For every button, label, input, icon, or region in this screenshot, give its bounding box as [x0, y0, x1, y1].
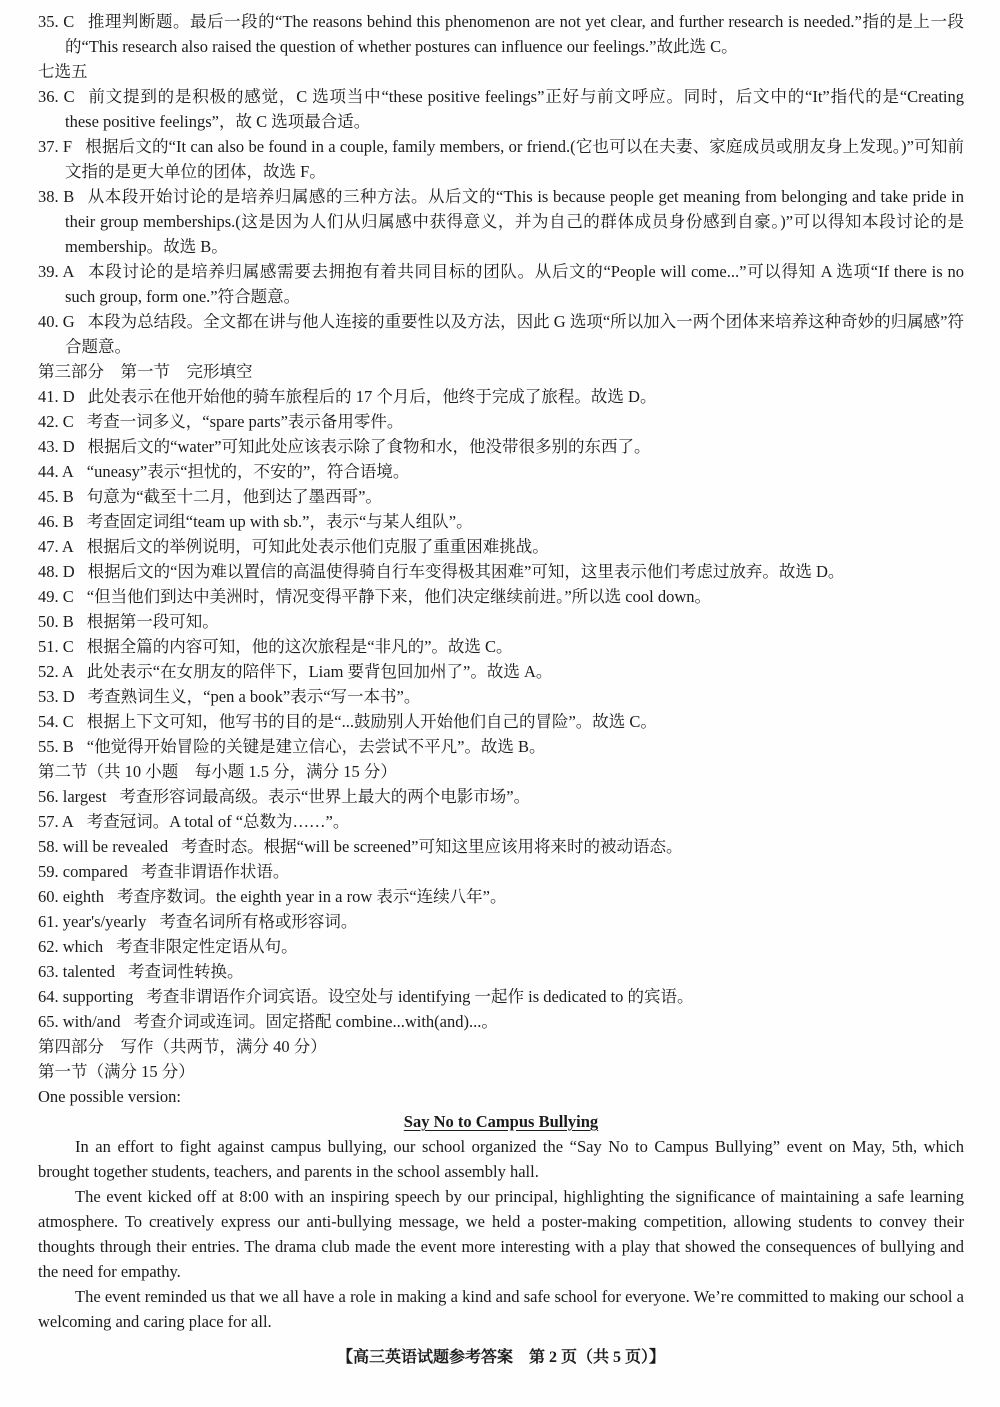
answer-number: 50. B [38, 612, 74, 631]
answer-text: 考查时态。根据“will be screened”可知这里应该用将来时的被动语态。 [181, 837, 683, 856]
answer-number: 56. largest [38, 787, 107, 806]
answer-number: 54. C [38, 712, 74, 731]
answer-text: “他觉得开始冒险的关键是建立信心，去尝试不平凡”。故选 B。 [86, 737, 546, 756]
answer-item-35 [38, 9, 964, 59]
answer-text: 根据后文的“water”可知此处应该表示除了食物和水，他没带很多别的东西了。 [87, 437, 651, 456]
answer-text: 此处表示在他开始他的骑车旅程后的 17 个月后，他终于完成了旅程。故选 D。 [87, 387, 657, 406]
answer-text: 根据上下文可知，他写书的目的是“...鼓励别人开始他们自己的冒险”。故选 C。 [86, 712, 657, 731]
answer-number: 63. talented [38, 962, 115, 981]
answer-item-41 [38, 384, 964, 409]
answer-number: 59. compared [38, 862, 128, 881]
answer-item-61 [38, 909, 964, 934]
answer-text: 考查名词所有格或形容词。 [159, 912, 358, 931]
answer-item-57 [38, 809, 964, 834]
essay-paragraph-2: The event kicked off at 8:00 with an inspiring speech by our principal, highlighting the significance of maintaining a safe learning atmosphere. To creatively express our anti-bullying message, we held a poster-making competition, allowing students to convey their thoughts through their entries. The drama club made the event more interesting with a play that showed the consequences of bullying and the need for empathy. [38, 1187, 964, 1281]
one-possible-version-label: One possible version: [38, 1087, 181, 1106]
answer-number: 64. supporting [38, 987, 134, 1006]
answer-item-56 [38, 784, 964, 809]
answer-number: 36. C [38, 87, 75, 106]
answer-text: 根据后文的“因为难以置信的高温使得骑自行车变得极其困难”可知，这里表示他们考虑过放弃。故选 D。 [87, 562, 845, 581]
answer-text: 考查序数词。the eighth year in a row 表示“连续八年”。 [117, 887, 507, 906]
answer-item-45 [38, 484, 964, 509]
answer-item-62 [38, 934, 964, 959]
answer-item-38 [38, 184, 964, 259]
answer-number: 53. D [38, 687, 75, 706]
page-footer: 【高三英语试题参考答案 第 2 页（共 5 页）】 [336, 1349, 665, 1366]
answer-item-55 [38, 734, 964, 759]
answer-text: 考查熟词生义，“pen a book”表示“写一本书”。 [87, 687, 421, 706]
answer-item-39 [38, 259, 964, 309]
answer-item-47 [38, 534, 964, 559]
essay-title-text: Say No to Campus Bullying [403, 1112, 599, 1131]
answer-text: 考查介词或连词。固定搭配 combine...with(and)...。 [133, 1012, 498, 1031]
answer-text: 考查形容词最高级。表示“世界上最大的两个电影市场”。 [119, 787, 531, 806]
answer-item-63 [38, 959, 964, 984]
answer-number: 49. C [38, 587, 74, 606]
answer-text: 本段为总结段。全文都在讲与他人连接的重要性以及方法，因此 G 选项“所以加入一两个团体来培养这种奇妙的归属感”符合题意。 [65, 312, 964, 356]
answer-number: 60. eighth [38, 887, 104, 906]
answer-number: 40. G [38, 312, 75, 331]
answer-text: 考查一词多义，“spare parts”表示备用零件。 [86, 412, 404, 431]
answer-text: 句意为“截至十二月，他到达了墨西哥”。 [86, 487, 382, 506]
answer-item-65 [38, 1009, 964, 1034]
answer-number: 39. A [38, 262, 75, 281]
answer-item-58 [38, 834, 964, 859]
answer-text: 根据后文的举例说明，可知此处表示他们克服了重重困难挑战。 [86, 537, 549, 556]
answer-number: 62. which [38, 937, 104, 956]
answer-number: 55. B [38, 737, 74, 756]
essay-title [38, 1109, 964, 1134]
answer-number: 61. year's/yearly [38, 912, 147, 931]
answer-number: 46. B [38, 512, 74, 531]
answer-text: “但当他们到达中美洲时，情况变得平静下来，他们决定继续前进。”所以选 cool down。 [86, 587, 711, 606]
answer-item-51 [38, 634, 964, 659]
essay-paragraph-1: In an effort to fight against campus bullying, our school organized the “Say No to Campus Bullying” event on May, 5th, which brought together students, teachers, and parents in the school assembly hall. [38, 1137, 964, 1181]
answer-number: 44. A [38, 462, 74, 481]
answer-item-49 [38, 584, 964, 609]
answer-number: 47. A [38, 537, 74, 556]
answer-item-43 [38, 434, 964, 459]
heading-seven-choose-five: 七选五 [38, 62, 88, 81]
answer-text: “uneasy”表示“担忧的，不安的”，符合语境。 [86, 462, 410, 481]
answer-item-44 [38, 459, 964, 484]
answer-item-46 [38, 509, 964, 534]
answer-text: 根据全篇的内容可知，他的这次旅程是“非凡的”。故选 C。 [86, 637, 513, 656]
answer-number: 38. B [38, 187, 75, 206]
answer-number: 57. A [38, 812, 74, 831]
answer-item-54 [38, 709, 964, 734]
answer-number: 58. will be revealed [38, 837, 169, 856]
answer-text: 考查非谓语作介词宾语。设空处与 identifying 一起作 is dedicated to 的宾语。 [146, 987, 694, 1006]
answer-text: 考查固定词组“team up with sb.”，表示“与某人组队”。 [86, 512, 473, 531]
answer-text: 考查非限定性定语从句。 [116, 937, 298, 956]
answer-number: 52. A [38, 662, 74, 681]
answer-text: 考查冠词。A total of “总数为……”。 [86, 812, 350, 831]
answer-number: 43. D [38, 437, 75, 456]
answer-text: 此处表示“在女朋友的陪伴下，Liam 要背包回加州了”。故选 A。 [86, 662, 553, 681]
essay-paragraph-3: The event reminded us that we all have a role in making a kind and safe school for everyone. We’re committed to making our school a welcoming and caring place for all. [38, 1287, 964, 1331]
answer-text: 根据后文的“It can also be found in a couple, family members, or friend.(它也可以在夫妻、家庭成员或朋友身上发现。)”可知前文指的是更大单位的团体，故选 F。 [65, 137, 964, 181]
answer-text: 根据第一段可知。 [86, 612, 219, 631]
answer-text: 本段讨论的是培养归属感需要去拥抱有着共同目标的团队。从后文的“People will come...”可以得知 A 选项“If there is no such group, form one.”符合题意。 [65, 262, 964, 306]
answer-number: 51. C [38, 637, 74, 656]
answer-number: 37. F [38, 137, 73, 156]
answer-item-59 [38, 859, 964, 884]
answer-item-42 [38, 409, 964, 434]
answer-item-50 [38, 609, 964, 634]
heading-section1-writing: 第一节（满分 15 分） [38, 1062, 195, 1081]
answer-item-53 [38, 684, 964, 709]
answer-item-37 [38, 134, 964, 184]
heading-section2-grammar: 第二节（共 10 小题 每小题 1.5 分，满分 15 分） [38, 762, 397, 781]
answer-text: 从本段开始讨论的是培养归属感的三种方法。从后文的“This is because people get meaning from belonging and take pride in their group memberships.(这是因为人们从归属感中获得意义，并为自己的群体成员身份感到自豪。)”可以得知本段讨论的是 membership。故选 B。 [65, 187, 964, 256]
answer-item-64 [38, 984, 964, 1009]
answer-number: 48. D [38, 562, 75, 581]
answer-text: 考查非谓语作状语。 [140, 862, 290, 881]
answer-text: 前文提到的是积极的感觉，C 选项当中“these positive feelings”正好与前文呼应。同时，后文中的“It”指代的是“Creating these positive feelings”，故 C 选项最合适。 [65, 87, 964, 131]
answer-number: 42. C [38, 412, 74, 431]
answer-number: 41. D [38, 387, 75, 406]
answer-item-40 [38, 309, 964, 359]
heading-part3-cloze: 第三部分 第一节 完形填空 [38, 362, 253, 381]
answer-item-36 [38, 84, 964, 134]
answer-item-48 [38, 559, 964, 584]
answer-number: 45. B [38, 487, 74, 506]
answer-item-52 [38, 659, 964, 684]
answer-item-60 [38, 884, 964, 909]
answer-text: 推理判断题。最后一段的“The reasons behind this phenomenon are not yet clear, and further research is needed.”指的是上一段的“This research also raised the question of whether postures can influence our feelings.”故此选 C。 [65, 12, 964, 56]
answer-number: 65. with/and [38, 1012, 121, 1031]
answer-text: 考查词性转换。 [127, 962, 244, 981]
heading-part4-writing: 第四部分 写作（共两节，满分 40 分） [38, 1037, 327, 1056]
answer-number: 35. C [38, 12, 75, 31]
